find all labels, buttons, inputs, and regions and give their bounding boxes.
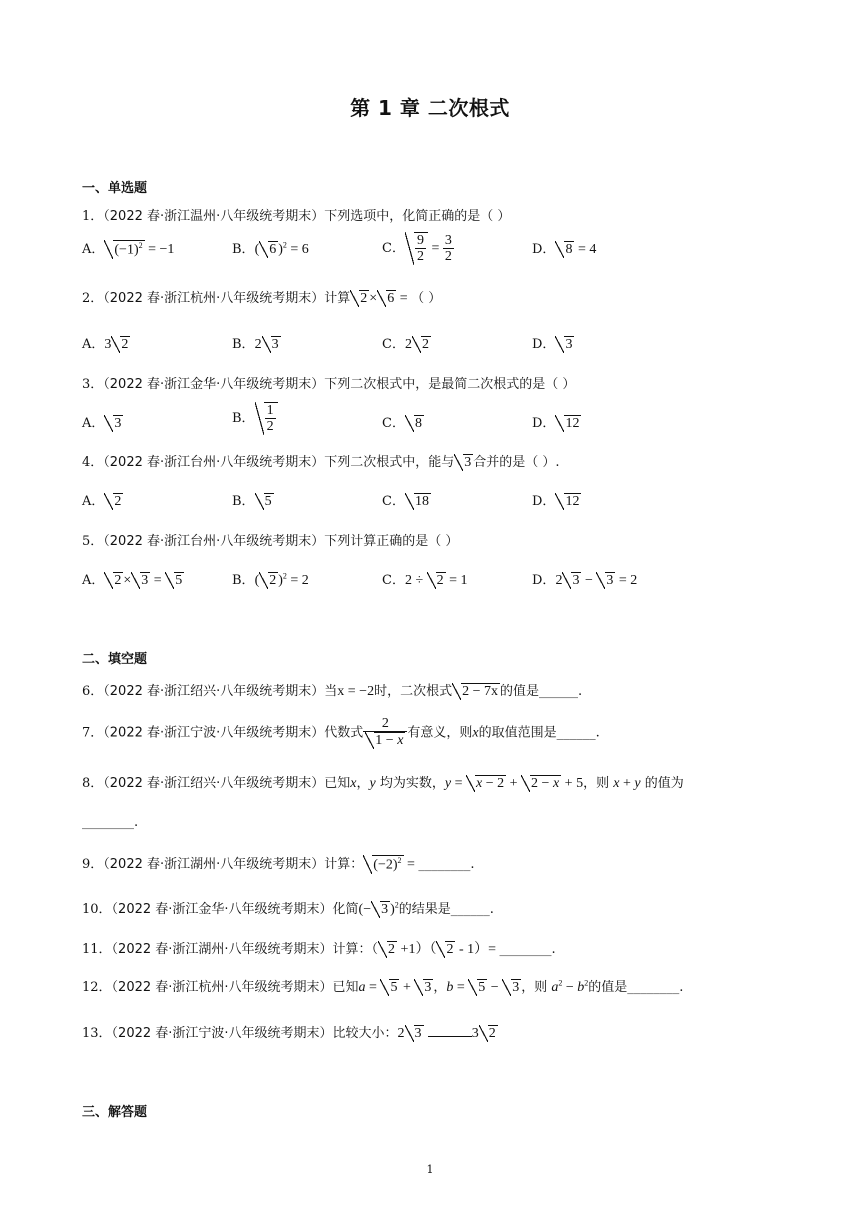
q1-option-a: A． $(-1)^2 = -1$ — [82, 241, 175, 258]
q3-option-b: B． $\frac{1}{2}$ — [232, 402, 278, 435]
q3-option-d: D． 12 — [532, 415, 580, 431]
question-2: 2．（2022 春·浙江杭州·八年级统考期末）计算 2 × 6 = （ ） — [82, 290, 442, 306]
question-6: 6．（2022 春·浙江绍兴·八年级统考期末）当x = −2时，二次根式 2 − 7x 的值是______. — [82, 683, 583, 699]
q4-option-d: D． 12 — [532, 493, 580, 509]
q1-option-d: D． 8 = 4 — [532, 241, 597, 257]
question-5: 5．（2022 春·浙江台州·八年级统考期末）下列计算正确的是（ ） — [82, 534, 459, 549]
question-3: 3．（2022 春·浙江金华·八年级统考期末）下列二次根式中，是最简二次根式的是（ ） — [82, 377, 576, 392]
q2-option-c: C．2 2 — [382, 337, 429, 353]
q5-option-d: D．2 3 − 3 = 2 — [532, 573, 638, 589]
question-4: 4．（2022 春·浙江台州·八年级统考期末）下列二次根式中，能与 3 合并的是（ ）. — [82, 454, 560, 470]
section-heading-single-choice: 一、单选题 — [82, 181, 148, 196]
question-11: 11．（2022 春·浙江湖州·八年级统考期末）计算：（ 2 +1）（ 2 - 1）= ________. — [82, 941, 556, 957]
q2-option-b: B．2 3 — [232, 337, 279, 353]
question-10: 10．（2022 春·浙江金华·八年级统考期末）化简(− 3 )$^2$的结果是______. — [82, 900, 494, 918]
q1-option-b: B．( 6 )$^2$ = 6 — [232, 240, 309, 258]
question-8-continuation: ________. — [82, 815, 139, 830]
section-heading-solution: 三、解答题 — [82, 1105, 148, 1120]
section-heading-fill-blank: 二、填空题 — [82, 652, 148, 667]
q5-option-c: C．2 ÷ 2 = 1 — [382, 573, 468, 589]
q1-option-c: C． $\frac{9}{2}$ = $\frac{3}{2}$ — [382, 232, 452, 265]
q4-option-b: B． 5 — [232, 493, 272, 509]
q3-option-c: C． 8 — [382, 415, 422, 431]
question-8: 8．（2022 春·浙江绍兴·八年级统考期末）已知x，y 均为实数，y = x − 2 + 2 − x + 5，则 x + y 的值为 — [82, 776, 684, 792]
answer-blank — [428, 1024, 472, 1037]
question-12: 12．（2022 春·浙江杭州·八年级统考期末）已知a = 5 + 3 ，b = 5 − 3 ，则 $a^2 - b^2$的值是________. — [82, 978, 684, 996]
q5-option-b: B．( 2 )$^2$ = 2 — [232, 571, 309, 589]
question-7: 7．（2022 春·浙江宁波·八年级统考期末）代数式 $\frac{2}{1 - x}$ 有意义，则x的取值范围是______. — [82, 716, 600, 749]
question-1: 1．（2022 春·浙江温州·八年级统考期末）下列选项中，化简正确的是（ ） — [82, 209, 511, 224]
page-number: 1 — [426, 1163, 434, 1176]
q2-option-d: D． 3 — [532, 336, 573, 352]
q4-option-a: A． 2 — [82, 493, 122, 509]
page-title: 第 1 章 二次根式 — [350, 96, 510, 120]
q3-option-a: A． 3 — [82, 415, 122, 431]
q4-option-c: C． 18 — [382, 493, 429, 509]
q2-option-a: A．3 2 — [82, 337, 129, 353]
q5-option-a: A． 2 × 3 = 5 — [82, 573, 183, 589]
question-13: 13．（2022 春·浙江宁波·八年级统考期末）比较大小：2 3 3 2 — [82, 1026, 496, 1042]
question-9: 9．（2022 春·浙江湖州·八年级统考期末）计算： $(-2)^2$ = ________. — [82, 856, 475, 873]
